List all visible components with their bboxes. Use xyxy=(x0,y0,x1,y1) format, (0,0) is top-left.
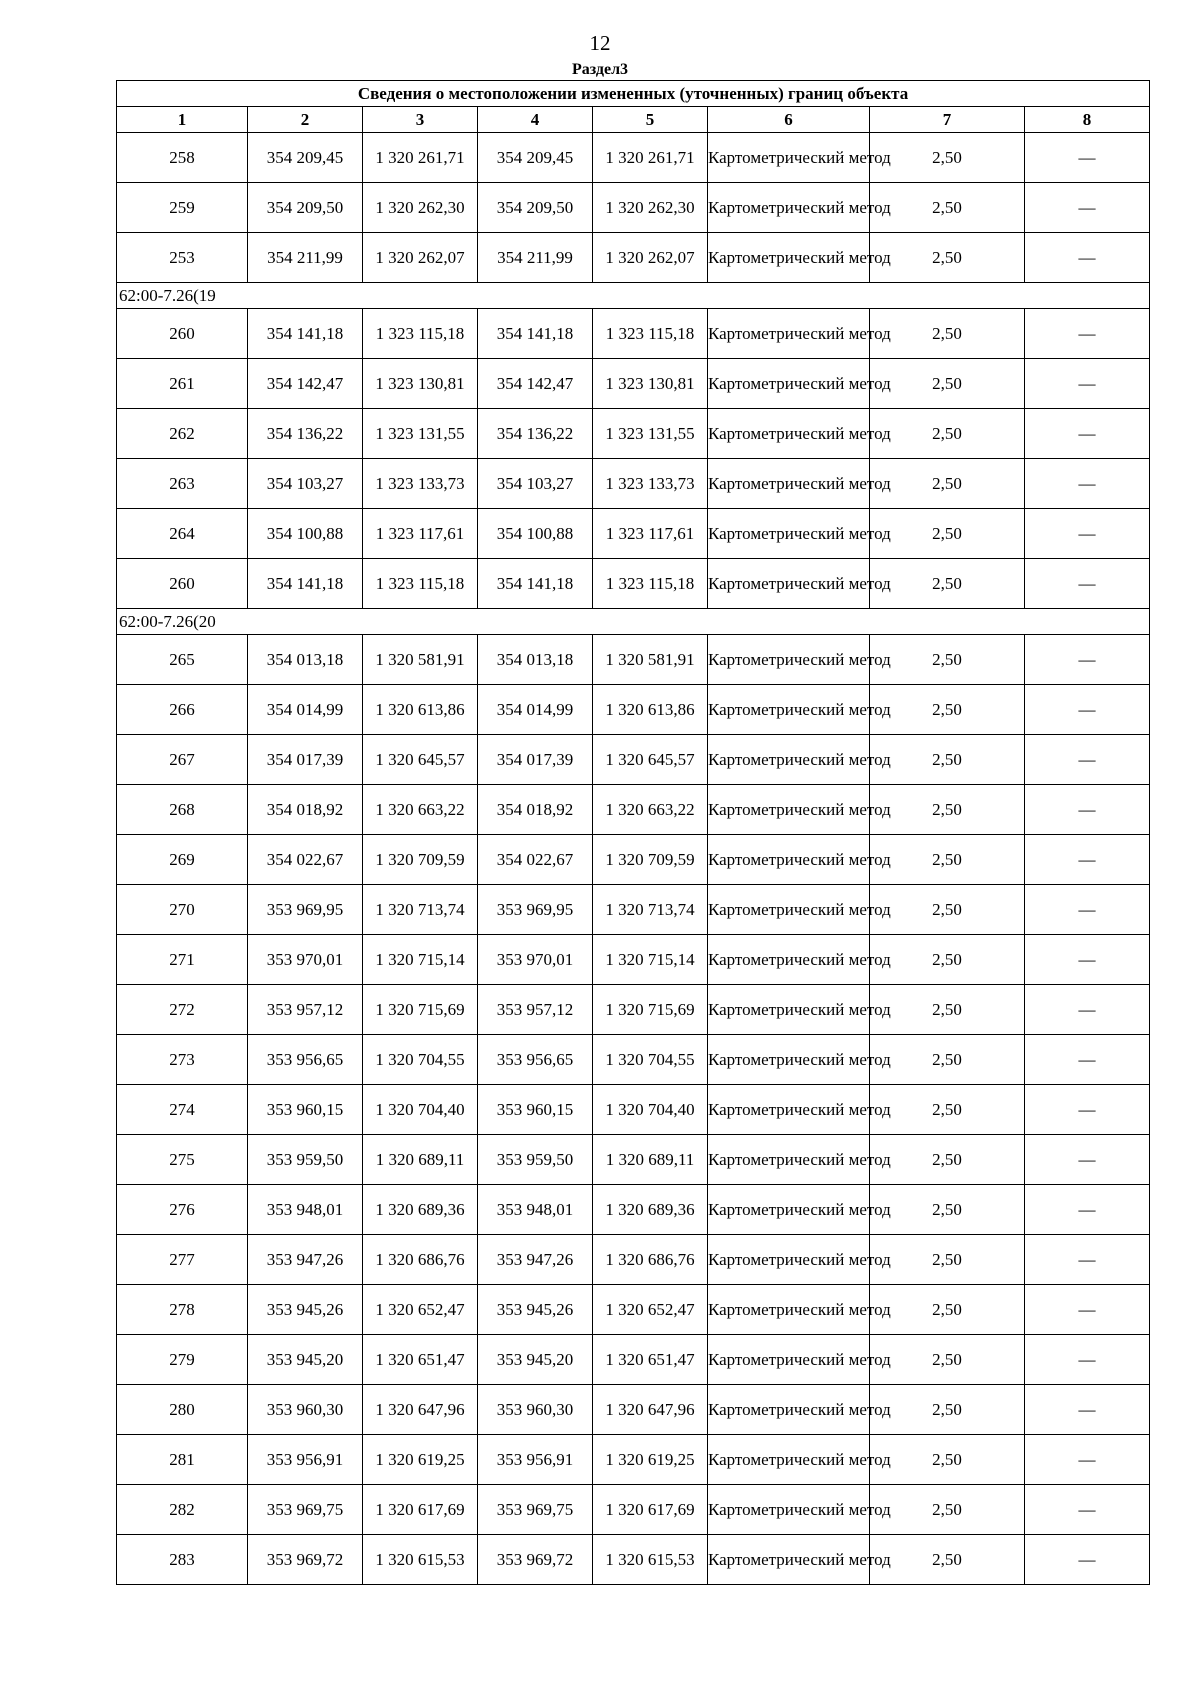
prev-x-cell: 353 960,30 xyxy=(248,1385,363,1435)
new-x-cell: 353 948,01 xyxy=(478,1185,593,1235)
table-caption: Сведения о местоположении измененных (уточненных) границ объекта xyxy=(117,81,1150,107)
point-number-cell: 283 xyxy=(117,1535,248,1585)
new-x-cell: 353 970,01 xyxy=(478,935,593,985)
point-number-cell: 272 xyxy=(117,985,248,1035)
new-y-cell: 1 323 133,73 xyxy=(593,459,708,509)
point-number-cell: 258 xyxy=(117,133,248,183)
new-y-cell: 1 320 652,47 xyxy=(593,1285,708,1335)
prev-y-cell: 1 320 613,86 xyxy=(363,685,478,735)
prev-y-cell: 1 323 115,18 xyxy=(363,309,478,359)
description-cell: — xyxy=(1025,1385,1150,1435)
prev-y-cell: 1 323 117,61 xyxy=(363,509,478,559)
page-number: 12 xyxy=(589,31,611,55)
table-row xyxy=(117,459,1150,509)
column-number: 4 xyxy=(478,107,593,133)
section-title: Раздел3 xyxy=(571,61,629,78)
new-x-cell: 353 960,15 xyxy=(478,1085,593,1135)
column-number: 3 xyxy=(363,107,478,133)
table-row xyxy=(117,1385,1150,1435)
new-x-cell: 354 014,99 xyxy=(478,685,593,735)
method-cell: Картометрический метод xyxy=(708,685,870,735)
method-cell: Картометрический метод xyxy=(708,183,870,233)
new-x-cell: 354 103,27 xyxy=(478,459,593,509)
description-cell: — xyxy=(1025,233,1150,283)
new-x-cell: 353 969,95 xyxy=(478,885,593,935)
column-number: 5 xyxy=(593,107,708,133)
new-x-cell: 353 969,72 xyxy=(478,1535,593,1585)
prev-x-cell: 354 018,92 xyxy=(248,785,363,835)
point-number-cell: 269 xyxy=(117,835,248,885)
point-number-cell: 263 xyxy=(117,459,248,509)
new-y-cell: 1 320 613,86 xyxy=(593,685,708,735)
new-y-cell: 1 320 704,40 xyxy=(593,1085,708,1135)
accuracy-cell: 2,50 xyxy=(870,409,1025,459)
prev-x-cell: 353 945,26 xyxy=(248,1285,363,1335)
description-cell: — xyxy=(1025,985,1150,1035)
accuracy-cell: 2,50 xyxy=(870,133,1025,183)
column-number: 1 xyxy=(117,107,248,133)
accuracy-cell: 2,50 xyxy=(870,835,1025,885)
method-cell: Картометрический метод xyxy=(708,1485,870,1535)
table-row xyxy=(117,183,1150,233)
method-cell: Картометрический метод xyxy=(708,635,870,685)
prev-y-cell: 1 320 663,22 xyxy=(363,785,478,835)
accuracy-cell: 2,50 xyxy=(870,309,1025,359)
new-x-cell: 353 956,65 xyxy=(478,1035,593,1085)
table-row xyxy=(117,885,1150,935)
accuracy-cell: 2,50 xyxy=(870,183,1025,233)
prev-y-cell: 1 320 261,71 xyxy=(363,133,478,183)
table-row xyxy=(117,133,1150,183)
description-cell: — xyxy=(1025,1235,1150,1285)
prev-x-cell: 353 960,15 xyxy=(248,1085,363,1135)
accuracy-cell: 2,50 xyxy=(870,1235,1025,1285)
point-number-cell: 274 xyxy=(117,1085,248,1135)
prev-y-cell: 1 323 115,18 xyxy=(363,559,478,609)
new-y-cell: 1 323 115,18 xyxy=(593,309,708,359)
prev-y-cell: 1 323 133,73 xyxy=(363,459,478,509)
accuracy-cell: 2,50 xyxy=(870,635,1025,685)
description-cell: — xyxy=(1025,735,1150,785)
table-row xyxy=(117,1335,1150,1385)
accuracy-cell: 2,50 xyxy=(870,459,1025,509)
description-cell: — xyxy=(1025,935,1150,985)
prev-x-cell: 354 209,50 xyxy=(248,183,363,233)
description-cell: — xyxy=(1025,1335,1150,1385)
table-row xyxy=(117,1285,1150,1335)
accuracy-cell: 2,50 xyxy=(870,359,1025,409)
prev-x-cell: 354 017,39 xyxy=(248,735,363,785)
accuracy-cell: 2,50 xyxy=(870,985,1025,1035)
new-x-cell: 354 141,18 xyxy=(478,559,593,609)
method-cell: Картометрический метод xyxy=(708,1385,870,1435)
description-cell: — xyxy=(1025,1435,1150,1485)
description-cell: — xyxy=(1025,1485,1150,1535)
prev-y-cell: 1 320 686,76 xyxy=(363,1235,478,1285)
prev-y-cell: 1 323 130,81 xyxy=(363,359,478,409)
prev-x-cell: 353 969,72 xyxy=(248,1535,363,1585)
point-number-cell: 282 xyxy=(117,1485,248,1535)
accuracy-cell: 2,50 xyxy=(870,1335,1025,1385)
description-cell: — xyxy=(1025,409,1150,459)
accuracy-cell: 2,50 xyxy=(870,885,1025,935)
prev-y-cell: 1 320 709,59 xyxy=(363,835,478,885)
new-x-cell: 353 945,26 xyxy=(478,1285,593,1335)
table-row xyxy=(117,785,1150,835)
prev-x-cell: 353 969,75 xyxy=(248,1485,363,1535)
method-cell: Картометрический метод xyxy=(708,1435,870,1485)
method-cell: Картометрический метод xyxy=(708,459,870,509)
table-row xyxy=(117,1485,1150,1535)
new-x-cell: 353 959,50 xyxy=(478,1135,593,1185)
table-caption-row xyxy=(117,81,1150,107)
method-cell: Картометрический метод xyxy=(708,835,870,885)
new-x-cell: 353 947,26 xyxy=(478,1235,593,1285)
method-cell: Картометрический метод xyxy=(708,735,870,785)
description-cell: — xyxy=(1025,309,1150,359)
new-y-cell: 1 320 647,96 xyxy=(593,1385,708,1435)
column-number-row xyxy=(117,107,1150,133)
column-number: 8 xyxy=(1025,107,1150,133)
point-number-cell: 261 xyxy=(117,359,248,409)
new-y-cell: 1 320 713,74 xyxy=(593,885,708,935)
point-number-cell: 253 xyxy=(117,233,248,283)
new-y-cell: 1 320 709,59 xyxy=(593,835,708,885)
description-cell: — xyxy=(1025,509,1150,559)
new-x-cell: 354 209,45 xyxy=(478,133,593,183)
table-row xyxy=(117,685,1150,735)
prev-y-cell: 1 323 131,55 xyxy=(363,409,478,459)
accuracy-cell: 2,50 xyxy=(870,935,1025,985)
method-cell: Картометрический метод xyxy=(708,1085,870,1135)
prev-x-cell: 353 947,26 xyxy=(248,1235,363,1285)
table-row xyxy=(117,635,1150,685)
prev-x-cell: 353 945,20 xyxy=(248,1335,363,1385)
table-row xyxy=(117,233,1150,283)
accuracy-cell: 2,50 xyxy=(870,1435,1025,1485)
point-number-cell: 279 xyxy=(117,1335,248,1385)
method-cell: Картометрический метод xyxy=(708,559,870,609)
table-row xyxy=(117,1035,1150,1085)
prev-x-cell: 354 136,22 xyxy=(248,409,363,459)
table-row xyxy=(117,735,1150,785)
new-x-cell: 354 209,50 xyxy=(478,183,593,233)
point-number-cell: 280 xyxy=(117,1385,248,1435)
description-cell: — xyxy=(1025,1085,1150,1135)
prev-x-cell: 354 211,99 xyxy=(248,233,363,283)
new-x-cell: 354 017,39 xyxy=(478,735,593,785)
table-row xyxy=(117,935,1150,985)
table-row xyxy=(117,1185,1150,1235)
new-y-cell: 1 320 619,25 xyxy=(593,1435,708,1485)
new-y-cell: 1 320 689,11 xyxy=(593,1135,708,1185)
contour-group-row xyxy=(117,609,1150,635)
new-y-cell: 1 323 130,81 xyxy=(593,359,708,409)
new-x-cell: 353 956,91 xyxy=(478,1435,593,1485)
table-row xyxy=(117,559,1150,609)
point-number-cell: 264 xyxy=(117,509,248,559)
new-y-cell: 1 320 651,47 xyxy=(593,1335,708,1385)
prev-y-cell: 1 320 619,25 xyxy=(363,1435,478,1485)
new-y-cell: 1 320 581,91 xyxy=(593,635,708,685)
contour-label: 62:00-7.26(20 xyxy=(117,609,1150,635)
point-number-cell: 260 xyxy=(117,559,248,609)
prev-x-cell: 354 141,18 xyxy=(248,309,363,359)
accuracy-cell: 2,50 xyxy=(870,1035,1025,1085)
accuracy-cell: 2,50 xyxy=(870,1385,1025,1435)
new-y-cell: 1 320 262,07 xyxy=(593,233,708,283)
prev-x-cell: 354 100,88 xyxy=(248,509,363,559)
prev-x-cell: 354 141,18 xyxy=(248,559,363,609)
method-cell: Картометрический метод xyxy=(708,233,870,283)
new-y-cell: 1 320 704,55 xyxy=(593,1035,708,1085)
new-x-cell: 354 141,18 xyxy=(478,309,593,359)
point-number-cell: 275 xyxy=(117,1135,248,1185)
prev-x-cell: 354 209,45 xyxy=(248,133,363,183)
method-cell: Картометрический метод xyxy=(708,133,870,183)
table-row xyxy=(117,1235,1150,1285)
point-number-cell: 262 xyxy=(117,409,248,459)
table-row xyxy=(117,359,1150,409)
description-cell: — xyxy=(1025,785,1150,835)
prev-y-cell: 1 320 689,36 xyxy=(363,1185,478,1235)
new-x-cell: 353 945,20 xyxy=(478,1335,593,1385)
point-number-cell: 265 xyxy=(117,635,248,685)
method-cell: Картометрический метод xyxy=(708,1035,870,1085)
point-number-cell: 270 xyxy=(117,885,248,935)
description-cell: — xyxy=(1025,133,1150,183)
description-cell: — xyxy=(1025,1535,1150,1585)
description-cell: — xyxy=(1025,1035,1150,1085)
new-x-cell: 353 960,30 xyxy=(478,1385,593,1435)
accuracy-cell: 2,50 xyxy=(870,1535,1025,1585)
method-cell: Картометрический метод xyxy=(708,985,870,1035)
prev-x-cell: 354 013,18 xyxy=(248,635,363,685)
column-number: 7 xyxy=(870,107,1025,133)
new-x-cell: 354 100,88 xyxy=(478,509,593,559)
table-row xyxy=(117,1535,1150,1585)
point-number-cell: 268 xyxy=(117,785,248,835)
description-cell: — xyxy=(1025,685,1150,735)
description-cell: — xyxy=(1025,885,1150,935)
method-cell: Картометрический метод xyxy=(708,1235,870,1285)
table-row xyxy=(117,309,1150,359)
new-x-cell: 354 136,22 xyxy=(478,409,593,459)
new-x-cell: 353 969,75 xyxy=(478,1485,593,1535)
accuracy-cell: 2,50 xyxy=(870,1185,1025,1235)
table-body xyxy=(117,133,1150,1585)
contour-group-row xyxy=(117,283,1150,309)
description-cell: — xyxy=(1025,1185,1150,1235)
point-number-cell: 278 xyxy=(117,1285,248,1335)
prev-y-cell: 1 320 615,53 xyxy=(363,1535,478,1585)
prev-y-cell: 1 320 645,57 xyxy=(363,735,478,785)
prev-x-cell: 353 959,50 xyxy=(248,1135,363,1185)
prev-y-cell: 1 320 262,30 xyxy=(363,183,478,233)
new-y-cell: 1 320 686,76 xyxy=(593,1235,708,1285)
new-y-cell: 1 320 663,22 xyxy=(593,785,708,835)
accuracy-cell: 2,50 xyxy=(870,1485,1025,1535)
column-number: 6 xyxy=(708,107,870,133)
method-cell: Картометрический метод xyxy=(708,1285,870,1335)
accuracy-cell: 2,50 xyxy=(870,1085,1025,1135)
table-row xyxy=(117,1085,1150,1135)
prev-y-cell: 1 320 262,07 xyxy=(363,233,478,283)
description-cell: — xyxy=(1025,359,1150,409)
point-number-cell: 281 xyxy=(117,1435,248,1485)
new-x-cell: 354 018,92 xyxy=(478,785,593,835)
method-cell: Картометрический метод xyxy=(708,1135,870,1185)
description-cell: — xyxy=(1025,459,1150,509)
prev-x-cell: 354 022,67 xyxy=(248,835,363,885)
method-cell: Картометрический метод xyxy=(708,1535,870,1585)
new-x-cell: 354 013,18 xyxy=(478,635,593,685)
prev-x-cell: 354 014,99 xyxy=(248,685,363,735)
point-number-cell: 273 xyxy=(117,1035,248,1085)
prev-x-cell: 353 956,91 xyxy=(248,1435,363,1485)
prev-x-cell: 354 142,47 xyxy=(248,359,363,409)
new-y-cell: 1 323 131,55 xyxy=(593,409,708,459)
new-y-cell: 1 320 615,53 xyxy=(593,1535,708,1585)
prev-y-cell: 1 320 715,14 xyxy=(363,935,478,985)
table-row xyxy=(117,1435,1150,1485)
prev-y-cell: 1 320 689,11 xyxy=(363,1135,478,1185)
prev-x-cell: 354 103,27 xyxy=(248,459,363,509)
table-row xyxy=(117,509,1150,559)
description-cell: — xyxy=(1025,1285,1150,1335)
method-cell: Картометрический метод xyxy=(708,935,870,985)
point-number-cell: 271 xyxy=(117,935,248,985)
method-cell: Картометрический метод xyxy=(708,1185,870,1235)
prev-y-cell: 1 320 704,40 xyxy=(363,1085,478,1135)
new-x-cell: 354 022,67 xyxy=(478,835,593,885)
point-number-cell: 266 xyxy=(117,685,248,735)
prev-y-cell: 1 320 651,47 xyxy=(363,1335,478,1385)
method-cell: Картометрический метод xyxy=(708,509,870,559)
method-cell: Картометрический метод xyxy=(708,409,870,459)
accuracy-cell: 2,50 xyxy=(870,509,1025,559)
contour-label: 62:00-7.26(19 xyxy=(117,283,1150,309)
accuracy-cell: 2,50 xyxy=(870,735,1025,785)
new-x-cell: 354 142,47 xyxy=(478,359,593,409)
table-row xyxy=(117,985,1150,1035)
new-y-cell: 1 320 261,71 xyxy=(593,133,708,183)
method-cell: Картометрический метод xyxy=(708,309,870,359)
prev-x-cell: 353 970,01 xyxy=(248,935,363,985)
table-row xyxy=(117,835,1150,885)
new-y-cell: 1 323 115,18 xyxy=(593,559,708,609)
table-row xyxy=(117,1135,1150,1185)
prev-x-cell: 353 956,65 xyxy=(248,1035,363,1085)
prev-y-cell: 1 320 704,55 xyxy=(363,1035,478,1085)
method-cell: Картометрический метод xyxy=(708,885,870,935)
accuracy-cell: 2,50 xyxy=(870,685,1025,735)
accuracy-cell: 2,50 xyxy=(870,1135,1025,1185)
new-y-cell: 1 320 715,69 xyxy=(593,985,708,1035)
boundary-coordinates-table xyxy=(116,80,1150,1585)
accuracy-cell: 2,50 xyxy=(870,1285,1025,1335)
prev-y-cell: 1 320 713,74 xyxy=(363,885,478,935)
new-x-cell: 353 957,12 xyxy=(478,985,593,1035)
prev-y-cell: 1 320 715,69 xyxy=(363,985,478,1035)
new-y-cell: 1 320 262,30 xyxy=(593,183,708,233)
prev-x-cell: 353 957,12 xyxy=(248,985,363,1035)
prev-x-cell: 353 948,01 xyxy=(248,1185,363,1235)
table-row xyxy=(117,409,1150,459)
new-y-cell: 1 320 689,36 xyxy=(593,1185,708,1235)
description-cell: — xyxy=(1025,635,1150,685)
prev-y-cell: 1 320 617,69 xyxy=(363,1485,478,1535)
accuracy-cell: 2,50 xyxy=(870,233,1025,283)
method-cell: Картометрический метод xyxy=(708,1335,870,1385)
new-y-cell: 1 323 117,61 xyxy=(593,509,708,559)
point-number-cell: 267 xyxy=(117,735,248,785)
description-cell: — xyxy=(1025,559,1150,609)
new-y-cell: 1 320 645,57 xyxy=(593,735,708,785)
point-number-cell: 260 xyxy=(117,309,248,359)
description-cell: — xyxy=(1025,183,1150,233)
description-cell: — xyxy=(1025,835,1150,885)
prev-x-cell: 353 969,95 xyxy=(248,885,363,935)
point-number-cell: 277 xyxy=(117,1235,248,1285)
new-y-cell: 1 320 715,14 xyxy=(593,935,708,985)
column-number: 2 xyxy=(248,107,363,133)
prev-y-cell: 1 320 581,91 xyxy=(363,635,478,685)
point-number-cell: 276 xyxy=(117,1185,248,1235)
prev-y-cell: 1 320 647,96 xyxy=(363,1385,478,1435)
description-cell: — xyxy=(1025,1135,1150,1185)
new-y-cell: 1 320 617,69 xyxy=(593,1485,708,1535)
accuracy-cell: 2,50 xyxy=(870,785,1025,835)
point-number-cell: 259 xyxy=(117,183,248,233)
new-x-cell: 354 211,99 xyxy=(478,233,593,283)
prev-y-cell: 1 320 652,47 xyxy=(363,1285,478,1335)
accuracy-cell: 2,50 xyxy=(870,559,1025,609)
method-cell: Картометрический метод xyxy=(708,359,870,409)
method-cell: Картометрический метод xyxy=(708,785,870,835)
